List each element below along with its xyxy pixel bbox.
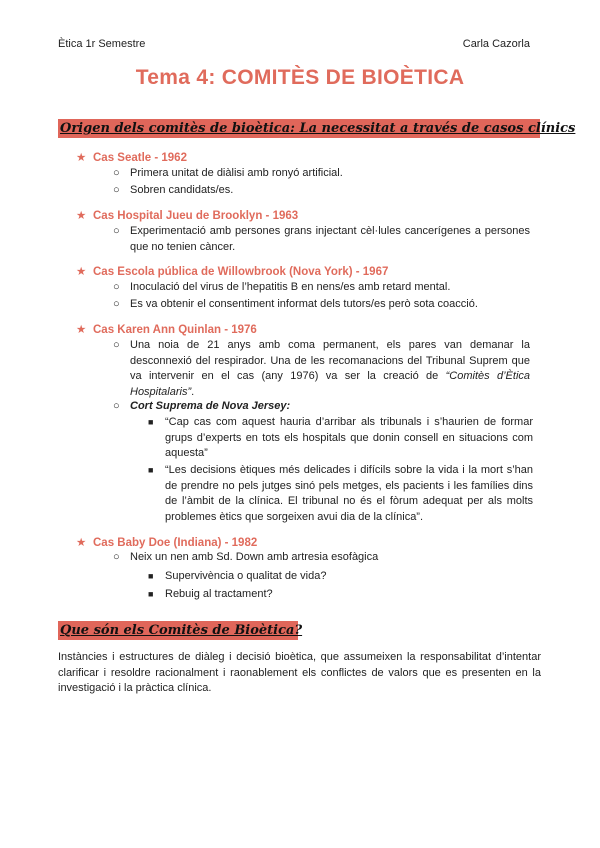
karen-bullet-quote: “Comitès d’Ètica Hospitalaris” <box>130 370 531 398</box>
header-left: Ètica 1r Semestre <box>58 38 146 50</box>
header-right: Carla Cazorla <box>462 38 530 50</box>
circle-bullet-icon: ○ <box>113 281 120 293</box>
case-title-text: Cas Seatle - 1962 <box>93 152 187 164</box>
circle-bullet-icon: ○ <box>113 298 120 310</box>
list-item-text: Neix un nen amb Sd. Down amb artresia esofàgica <box>130 551 379 563</box>
quote-text: “Les decisions ètiques més delicades i difícils sobre la vida i la mort s’han de prendre no pels jutges sinó pels metges, els pacients i les famílies dins de l’àmbit de la clínica. El tribunal no és el fòrum adequat per als molts problemes ètics que sorgeixen avui dia de la clínica”. <box>165 464 533 523</box>
list-item-text: Es va obtenir el consentiment informat dels tutors/es però sota coacció. <box>130 298 478 310</box>
list-item-text: Supervivència o qualitat de vida? <box>165 570 327 582</box>
star-icon: ★ <box>76 266 87 278</box>
list-item-text: Primera unitat de diàlisi amb ronyó artificial. <box>130 167 343 179</box>
section-heading-origin: Origen dels comitès de bioètica: La necessitat a través de casos clínics <box>60 121 576 136</box>
circle-bullet-icon: ○ <box>113 167 120 179</box>
list-item-text: Inoculació del virus de l’hepatitis B en nens/es amb retard mental. <box>130 281 451 293</box>
circle-bullet-icon: ○ <box>113 225 120 237</box>
case-title <box>76 150 187 164</box>
case-title <box>76 322 257 336</box>
court-label: Cort Suprema de Nova Jersey: <box>130 400 291 412</box>
case-title-text: Cas Karen Ann Quinlan - 1976 <box>93 324 257 336</box>
list-item-text <box>130 338 530 400</box>
list-item-text: Sobren candidats/es. <box>130 184 234 196</box>
star-icon: ★ <box>76 324 87 336</box>
karen-bullet-text: Una noia de 21 anys amb coma permanent, els pares van demanar la desconnexió del respirador. Una de les recomanacions del Tribunal Suprem que va intervenir en el cas (any 1976) va ser la creació de <box>130 339 530 382</box>
circle-bullet-icon: ○ <box>113 551 120 563</box>
circle-bullet-icon: ○ <box>113 184 120 196</box>
square-bullet-icon: ■ <box>148 417 154 427</box>
circle-bullet-icon: ○ <box>113 400 120 412</box>
page-title: Tema 4: COMITÈS DE BIOÈTICA <box>135 66 465 89</box>
karen-bullet-end: . <box>191 385 195 398</box>
case-title <box>76 264 388 278</box>
square-bullet-icon: ■ <box>148 571 154 581</box>
case-title <box>76 208 298 222</box>
case-title-text: Cas Baby Doe (Indiana) - 1982 <box>93 537 258 549</box>
circle-bullet-icon: ○ <box>113 339 120 351</box>
case-title-text: Cas Escola pública de Willowbrook (Nova York) - 1967 <box>93 266 389 278</box>
square-bullet-icon: ■ <box>148 465 154 475</box>
star-icon: ★ <box>76 537 87 549</box>
quote-text: “Cap cas com aquest hauria d’arribar als tribunals i s’haurien de formar grups d’experts en tots els hospitals que donin consell en situacions com aquesta” <box>165 416 533 459</box>
list-item-text: Experimentació amb persones grans injectant cèl·lules cancerígenes a persones que no tenien càncer. <box>130 225 530 253</box>
case-title-text: Cas Hospital Jueu de Brooklyn - 1963 <box>93 210 299 222</box>
definition-paragraph: Instàncies i estructures de diàleg i decisió bioètica, que assumeixen la responsabilitat d’intentar clarificar i resoldre racionalment i raonablement els conflictes de valors que es presenten en la investigació i la pràctica clínica. <box>58 651 541 694</box>
case-title <box>76 535 257 549</box>
star-icon: ★ <box>76 152 87 164</box>
section-heading-definition: Que són els Comitès de Bioètica? <box>60 623 303 638</box>
star-icon: ★ <box>76 210 87 222</box>
square-bullet-icon: ■ <box>148 589 154 599</box>
list-item-text: Rebuig al tractament? <box>165 588 273 600</box>
